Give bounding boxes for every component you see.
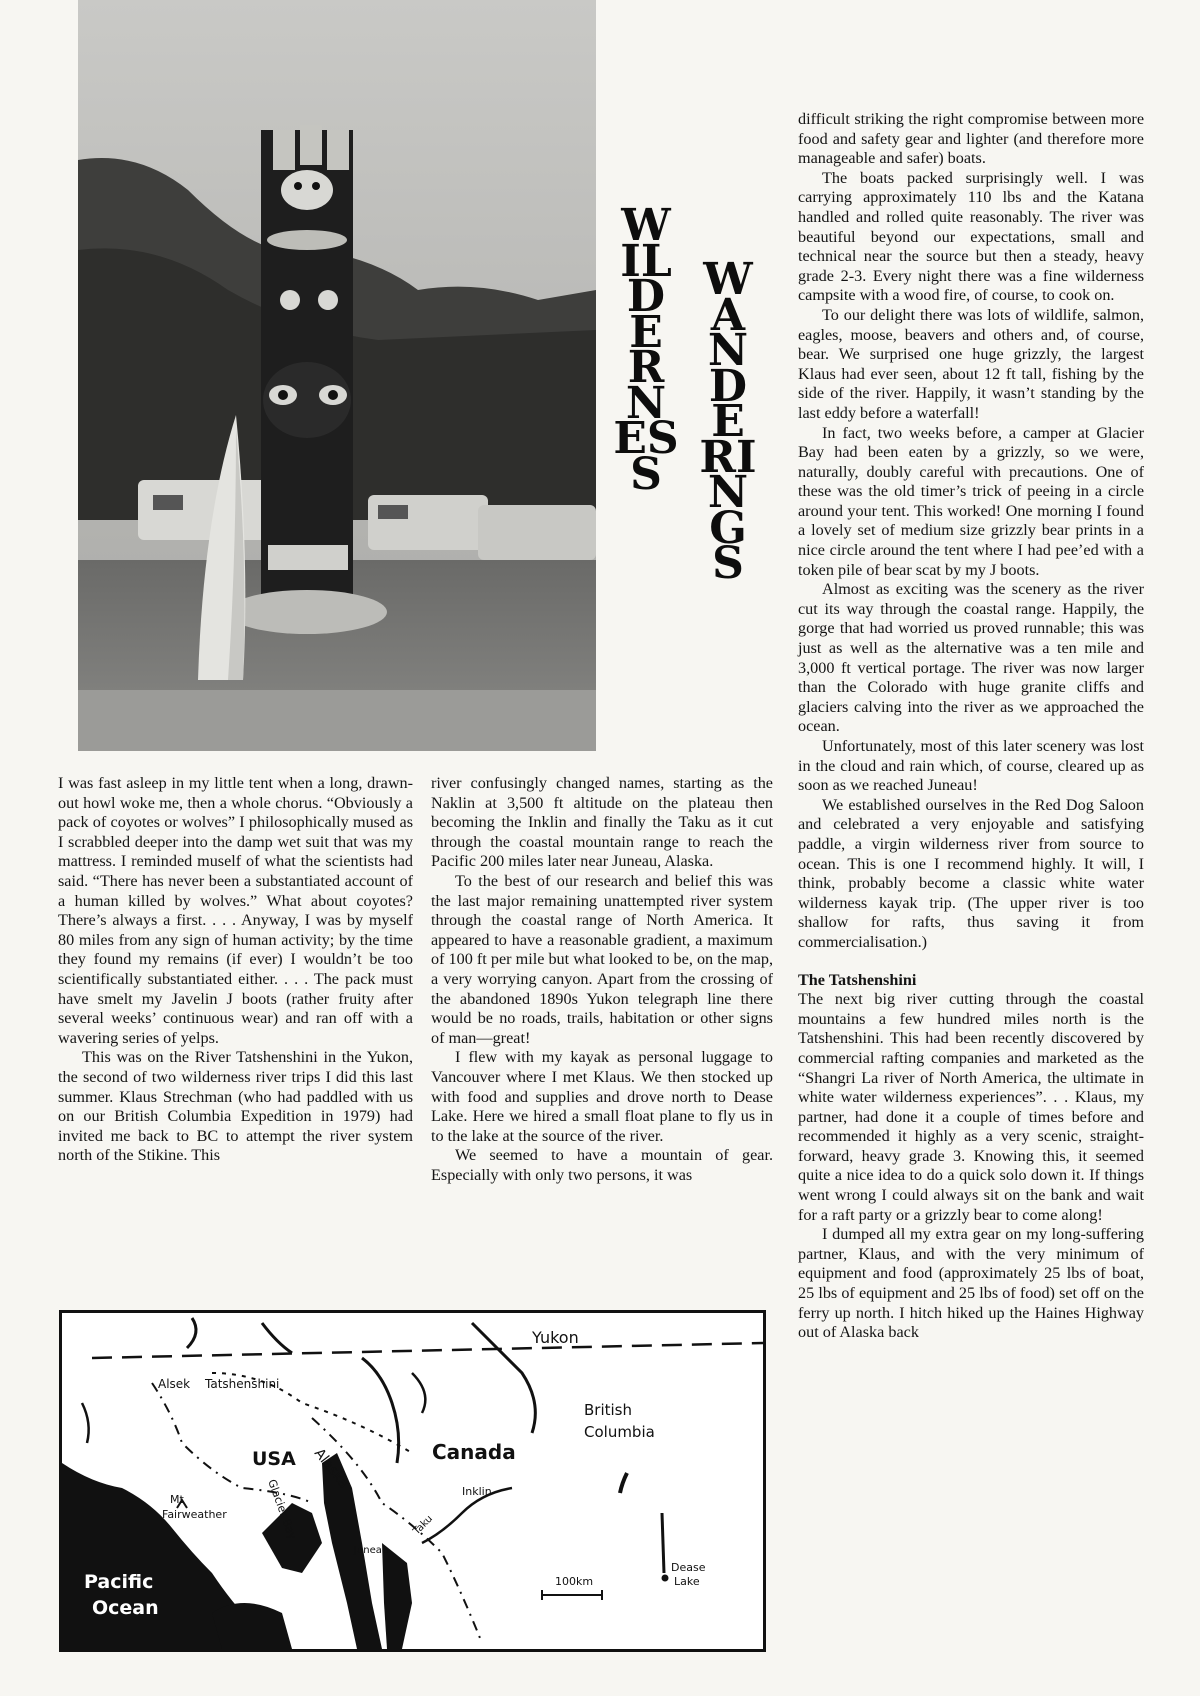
paragraph: river confusingly changed names, starting as the Naklin at 3,500 ft altitude on the plateau then becoming the Inklin and finally the Taku as it cut through the coastal mountain range to reach the Pacific 200 miles later near Juneau, Alaska. xyxy=(431,774,773,871)
map-scale-label: 100km xyxy=(555,1575,594,1588)
map-label-mt: Mt xyxy=(170,1493,184,1506)
paragraph: To the best of our research and belief this was the last major remaining unattempted river system through the coastal range of North America. It appeared to have a reasonable gradient, a maximum of 100 ft per mile but what looked to be, on the map, a very worrying canyon. Apart from the crossing of the abandoned 1890s Yukon telegraph line there would be no roads, trails, habitation or other signs of man—great! xyxy=(431,871,773,1047)
title-wanderings: WANDERINGS xyxy=(699,254,757,589)
map-label-ocean: Ocean xyxy=(92,1597,159,1619)
map-label-lake: Lake xyxy=(674,1575,700,1588)
article-column-2 xyxy=(431,774,773,1185)
map-label-juneau: Juneau xyxy=(354,1545,389,1556)
paragraph: I was fast asleep in my little tent when a long, drawn-out howl woke me, then a whole chorus. “Obviously a pack of coyotes or wolves” I philosophically mused as I scrabbled deeper into the damp wet suit that was my mattress. I reminded muself of what the scientists had said. “There has never been a substantiated account of a human killed by wolves.” What about coyotes? There’s always a first. . . . Anyway, I was by myself 80 miles from any sign of human activity; by the time they found my remains (if ever) I wouldn’t be too scientifically substantiated either. . . . The pack must have smelt my Javelin J boots (rather fruity after several weeks’ continuous wear) and ran off with a wavering series of yelps. xyxy=(58,774,413,1047)
map-label-columbia: Columbia xyxy=(584,1423,655,1441)
map-label-tatshenshini: Tatshenshini xyxy=(205,1377,280,1391)
paragraph: To our delight there was lots of wildlife, salmon, eagles, moose, beavers and others and, of course, bear. We surprised one huge grizzly, the largest Klaus had ever seen, about 12 ft tall, fishing by the side of the river. Happily, it wasn’t standing by the last eddy before a waterfall! xyxy=(798,305,1144,422)
map-label-usa: USA xyxy=(252,1448,296,1470)
region-map xyxy=(59,1310,766,1652)
paragraph: I dumped all my extra gear on my long-suffering partner, Klaus, and with the very minimum of equipment and food (approximately 25 lbs of boat, 25 lbs of equipment and 25 lbs of food) set off on the ferry up north. I hitch hiked up the Haines Highway out of Alaska back xyxy=(798,1225,1144,1342)
map-label-canada: Canada xyxy=(432,1440,516,1464)
paragraph: We established ourselves in the Red Dog Saloon and celebrated a very enjoyable and satisfying paddle, a virgin wilderness river from source to ocean. This is one I recommend highly. It will, I think, probably become a classic white water wilderness kayak trip. (The upper river is too shallow for rafts, thus saving it from commercialisation.) xyxy=(798,795,1144,951)
paragraph: The boats packed surprisingly well. I was carrying approximately 110 lbs and the Katana handled and rolled quite reasonably. The river was beautiful beyond our expectations, small and technical near the source but then a steady, heavy grade 2-3. Every night there was a fine wilderness campsite with a wood fire, of course, to cook on. xyxy=(798,168,1144,305)
map-label-british: British xyxy=(584,1401,632,1419)
paragraph: This was on the River Tatshenshini in the Yukon, the second of two wilderness river trips I did this last summer. Klaus Strechman (who had paddled with us on our British Columbia Expedition in 1979) had invited me back to BC to attempt the river system north of the Stikine. This xyxy=(58,1048,413,1165)
title-wilderness: WILDERNESS xyxy=(613,200,679,500)
paragraph: In fact, two weeks before, a camper at Glacier Bay had been eaten by a grizzly, so we were, naturally, doubly careful with precautions. One of these was the old timer’s trick of peeing in a circle around your tent. This worked! One morning I found a lovely set of medium size grizzly bear prints in a nice circle around the tent where I had pee’ed with a token pile of bear scat by my J boots. xyxy=(798,423,1144,579)
paragraph: difficult striking the right compromise between more food and safety gear and lighter (and therefore more manageable and safer) boats. xyxy=(798,110,1144,168)
map-label-inklin: Inklin xyxy=(462,1485,492,1498)
map-label-glacier-bay: Glacier Bay xyxy=(265,1477,299,1542)
paragraph: Almost as exciting was the scenery as the river cut its way through the coastal range. Happily, the gorge that had worried us proved runnable; this was just as well as the alternative was a ten mile and 3,000 ft vertical portage. The river was now larger than the Colorado with huge granite cliffs and glaciers calving into the river as we approached the ocean. xyxy=(798,580,1144,736)
map-label-dease: Dease xyxy=(671,1561,706,1574)
map-label-pacific: Pacific xyxy=(84,1571,154,1593)
section-heading: The Tatshenshini xyxy=(798,970,917,989)
paragraph: Unfortunately, most of this later scenery was lost in the cloud and rain which, of course, cleared up as soon as we reached Juneau! xyxy=(798,737,1144,795)
paragraph: I flew with my kayak as personal luggage to Vancouver where I met Klaus. We then stocked up with food and supplies and drove north to Dease Lake. Here we hired a small float plane to fly us in to the lake at the source of the river. xyxy=(431,1048,773,1145)
article-column-1 xyxy=(58,774,413,1166)
totem-pole-photo xyxy=(78,0,596,751)
map-label-taku: Taku xyxy=(411,1513,435,1538)
article-column-3 xyxy=(798,110,1144,1343)
map-label-yukon: Yukon xyxy=(532,1328,579,1347)
map-label-alaska: Alaska xyxy=(310,1445,352,1492)
paragraph: The next big river cutting through the coastal mountains a few hundred miles north is the Tatshenshini. This had been recently discovered by commercial rafting companies and marketed as the “Shangri La river of North America, the ultimate in white water wilderness experiences”. . . Klaus, my partner, had done it a couple of times before and recommended it highly as a very scenic, straight-forward, heavy grade 3. Knowing this, it seemed quite a nice idea to do a quick solo down it. If things went wrong I could always sit on the bank and wait for a raft party or a grizzly bear to come along! xyxy=(798,990,1144,1224)
map-label-fairweather: Fairweather xyxy=(162,1508,227,1521)
map-label-alsek: Alsek xyxy=(158,1377,191,1391)
paragraph: We seemed to have a mountain of gear. Especially with only two persons, it was xyxy=(431,1146,773,1184)
